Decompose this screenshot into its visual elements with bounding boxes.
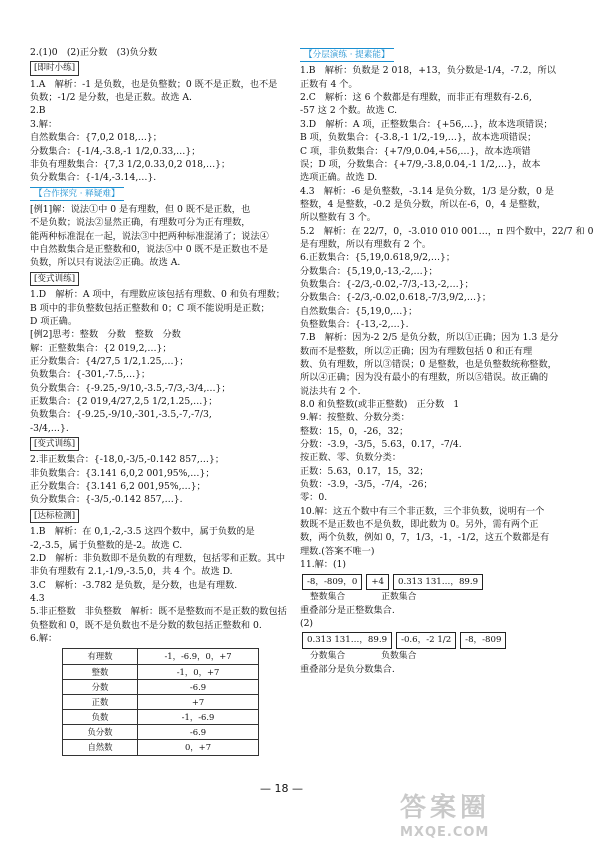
text-line: 分数：-3.9，-3/5，5.63，0.17，-7/4.: [300, 439, 462, 451]
text-line: 2.非正数集合：{-18,0,-3/5,-0.142 857,…}；: [30, 454, 225, 466]
section-label: [变式训练]: [30, 272, 79, 286]
text-line: 正数：5.63，0.17，15，32；: [300, 465, 429, 477]
text-line: 5.非正整数 非负整数 解析：既不是整数而不是正数的数包括: [30, 606, 287, 618]
text-line: 数既不是正数也不是负数，即此数为 0。另外，需有两个正: [300, 519, 539, 531]
table-cell: 自然数: [63, 740, 138, 755]
text-line: 负数；-1/2 是分数，也是正数。故选 A.: [30, 92, 192, 104]
text-line: 解：正整数集合：{2 019,2,…}；: [30, 342, 172, 354]
text-line: 负数集合：{-2/3,-0.02,-7/3,-13,-2,…}；: [300, 278, 474, 290]
table-row: [63, 710, 259, 725]
table-row: [63, 725, 259, 740]
table-cell: 整数: [63, 664, 138, 679]
text-line: [例1]解：说法①中 0 是有理数，但 0 既不是正数，也: [30, 204, 251, 215]
text-line: 数而不是整数，所以②正确；因为有理数包括 0 和正有理: [300, 345, 533, 357]
text-line: 5.2 解析：在 22/7，0，-3.010 010 001…，π 四个数中，22/7 和 0: [300, 225, 593, 237]
text-line: 重叠部分是正整数集合.: [300, 604, 395, 616]
text-line: 正分数集合：{4/27,5 1/2,1.25,…}；: [30, 355, 189, 367]
set-caption: 负数集合: [381, 650, 417, 661]
text-line: 不是负数；说法②显然正确，有理数可分为正有理数，: [30, 217, 251, 229]
section-header: 【分层演练 · 提素能】: [300, 48, 394, 62]
text-line: C 项，非负数集合：{+7/9,0.04,+56,…}，故本选项错: [300, 145, 531, 157]
text-line: 负数集合：{-9.25,-9/10,-301,-3.5,-7,-7/3,: [30, 409, 212, 421]
text-line: 整数：15，0，-26，32；: [300, 425, 409, 437]
text-line: 非负数集合：{3.141 6,0,2 001,95%,…}；: [30, 467, 215, 479]
right-column: [300, 46, 593, 676]
text-line: [例2]思考：整数 分数 整数 分数: [30, 329, 181, 341]
text-line: 所以④正确；因为没有最小的有理数，所以⑤错误。故正确的说法共有 2 个.: [300, 372, 549, 397]
text-line: 是有理数，所以有理数有 2 个。: [300, 238, 432, 250]
text-line: 分数集合：{5,19,0,-13,-2,…}；: [300, 265, 438, 277]
set-box: 0.313 131…，89.9: [302, 632, 392, 648]
venn-diagram-1: [302, 574, 550, 590]
text-line: 中自然数集合是正整数和0，说法⑤中 0 既不是正数也不是: [30, 244, 269, 256]
table-row: [63, 740, 259, 755]
set-box: +4: [366, 574, 389, 590]
table-cell: -1，-6.9: [138, 710, 259, 725]
table-cell: 负数: [63, 710, 138, 725]
text-line: 7.B 解析：因为-2 2/5 是负分数，所以①正确；因为 1.3 是分: [300, 332, 559, 344]
text-line: 正数有 4 个。: [300, 78, 358, 90]
text-line: 负分数集合：{-1/4,-3.14,…}.: [30, 172, 157, 184]
text-line: 4.3: [30, 592, 45, 604]
text-line: 整数，4 是整数，-0.2 是负分数，所以在-6，0，4 是整数，: [300, 198, 546, 210]
venn-diagram-2: [302, 632, 550, 648]
text-line: 1.A 解析：-1 是负数，也是负整数；0 既不是正数，也不是: [30, 78, 278, 90]
text-line: 2.(1)0 (2)正分数 (3)负分数: [30, 47, 158, 58]
text-line: 非负有理数有 2.1,-1/9,-3.5,0，共 4 个。故选 D.: [30, 566, 233, 578]
text-line: 1.B 解析：负数是 2 018，+13，负分数是-1/4，-7.2，所以: [300, 65, 556, 77]
text-line: 6.解：: [30, 632, 58, 644]
page-number: — 18 —: [260, 782, 303, 795]
text-line: 8.0 和负整数(或非正整数) 正分数 1: [300, 399, 460, 411]
table-cell: -6.9: [138, 679, 259, 694]
text-line: 负分数集合：{-3/5,-0.142 857,…}.: [30, 494, 183, 506]
table-row: [63, 694, 259, 709]
table-cell: +7: [138, 694, 259, 709]
text-line: 2.B: [30, 105, 46, 117]
table-cell: -1，0，+7: [138, 664, 259, 679]
section-header: 【合作探究 · 释疑难】: [30, 187, 124, 201]
set-box: -8，-809: [460, 632, 506, 648]
set-box: -0.6，-2 1/2: [396, 632, 456, 648]
table-cell: 0，+7: [138, 740, 259, 755]
set-caption: 正数集合: [381, 591, 417, 602]
set-box: 0.313 131…，89.9: [393, 574, 483, 590]
text-line: D 项正确。: [30, 315, 78, 327]
set-caption: 分数集合: [310, 650, 346, 661]
section-label: [达标检测]: [30, 509, 79, 523]
text-line: 3.D 解析：A 项，正整数集合：{+56,…}，故本选项错误；: [300, 118, 553, 130]
text-line: 误；D 项，分数集合：{+7/9,-3.8,0.04,-1 1/2,…}，故本: [300, 158, 541, 170]
text-line: 按正数、零、负数分类：: [300, 452, 402, 464]
text-line: 3.C 解析：-3.782 是负数，是分数，也是有理数.: [30, 579, 238, 591]
text-line: 数，两个负数，例如 0，7，1/3，-1，-1/2，这五个数都是有: [300, 532, 550, 544]
text-line: 数、负有理数，所以③错误；0 是整数，也是负整数统称整数，: [300, 359, 557, 371]
text-line: 1.D 解析：A 项中，有理数应该包括有理数、0 和负有理数；: [30, 289, 285, 301]
text-line: (2): [300, 618, 314, 630]
text-line: 正数集合：{2 019,4/27,2,5 1/2,1.25,…}；: [30, 395, 218, 407]
watermark-url: MXQE.COM: [400, 824, 490, 840]
section-label: [变式训练]: [30, 437, 79, 451]
text-line: 非负有理数集合：{7,3 1/2,0.33,0,2 018,…}；: [30, 158, 231, 170]
text-line: 正分数集合：{3.141 6,2 001,95%,…}；: [30, 481, 206, 493]
text-line: 负数集合：{-301,-7.5,…}；: [30, 369, 151, 381]
text-line: 负数：-3.9，-3/5，-7/4，-26；: [300, 479, 433, 491]
set-box: -8，-809，0: [302, 574, 362, 590]
text-line: 自然数集合：{7,0,2 018,…}；: [30, 132, 162, 144]
text-line: 11.解：(1): [300, 559, 347, 571]
text-line: -2,-3.5，属于负整数的是-2。故选 C.: [30, 539, 183, 551]
table-cell: 正数: [63, 694, 138, 709]
text-line: 2.C 解析：这 6 个数都是有理数，而非正有理数有-2.6,: [300, 92, 532, 104]
text-line: 负整数集合：{-13,-2,…}.: [300, 318, 409, 330]
text-line: 能两种标准混在一起，说法③中把两种标准混淆了；说法④: [30, 230, 269, 242]
watermark-text: 答案圈: [400, 793, 491, 823]
text-line: -57 这 2 个数。故选 C.: [300, 105, 398, 117]
left-column: [30, 46, 286, 756]
venn-captions-1: [310, 591, 550, 604]
table-cell: 有理数: [63, 649, 138, 664]
text-line: 所以整数有 3 个。: [300, 212, 376, 224]
text-line: 负整数和 0，既不是负数也不是分数的数包括正整数和 0.: [30, 619, 262, 631]
text-line: 重叠部分是负分数集合.: [300, 663, 395, 675]
text-line: 零：0.: [300, 492, 328, 504]
table-cell: 负分数: [63, 725, 138, 740]
text-line: 3.解：: [30, 118, 58, 130]
text-line: 10.解：这五个数中有三个非正数，三个非负数，说明有一个: [300, 505, 545, 517]
text-line: 分数集合：{-2/3,-0.02,0.618,-7/3,9/2,…}；: [300, 292, 492, 304]
text-line: 自然数集合：{5,19,0,…}；: [300, 305, 418, 317]
text-line: B 项中的非负整数包括正整数和 0；C 项不能说明是正数；: [30, 302, 270, 314]
text-line: 选项正确。故选 D.: [300, 172, 378, 184]
text-line: 2.D 解析：非负数即不是负数的有理数，包括零和正数。其中: [30, 552, 286, 564]
table-row: [63, 664, 259, 679]
watermark: [400, 790, 550, 840]
text-line: B 项，负数集合：{-3.8,-1 1/2,-19,…}，故本选项错误；: [300, 132, 537, 144]
text-line: 6.正数集合：{5,19,0.618,9/2,…}；: [300, 252, 456, 264]
text-line: 负分数集合：{-9.25,-9/10,-3.5,-7/3,-3/4,…}；: [30, 382, 231, 394]
table-row: [63, 649, 259, 664]
text-line: 负数，所以只有说法②正确。故选 A.: [30, 257, 181, 269]
text-line: 1.B 解析：在 0,1,-2,-3.5 这四个数中，属于负数的是: [30, 526, 255, 538]
venn-captions-2: [310, 650, 550, 663]
section-label: [即时小练]: [30, 61, 79, 75]
text-line: -3/4,…}.: [30, 422, 69, 434]
table-cell: -1，-6.9，0，+7: [138, 649, 259, 664]
text-line: 9.解：按整数、分数分类：: [300, 412, 410, 424]
text-line: 分数集合：{-1/4,-3.8,-1 1/2,0.33,…}；: [30, 145, 201, 157]
classification-table: [62, 648, 259, 755]
text-line: 4.3 解析：-6 是负整数，-3.14 是负分数，1/3 是分数，0 是: [300, 185, 554, 197]
table-cell: -6.9: [138, 725, 259, 740]
text-line: 理数.(答案不唯一): [300, 545, 375, 557]
table-cell: 分数: [63, 679, 138, 694]
set-caption: 整数集合: [310, 591, 346, 602]
table-row: [63, 679, 259, 694]
